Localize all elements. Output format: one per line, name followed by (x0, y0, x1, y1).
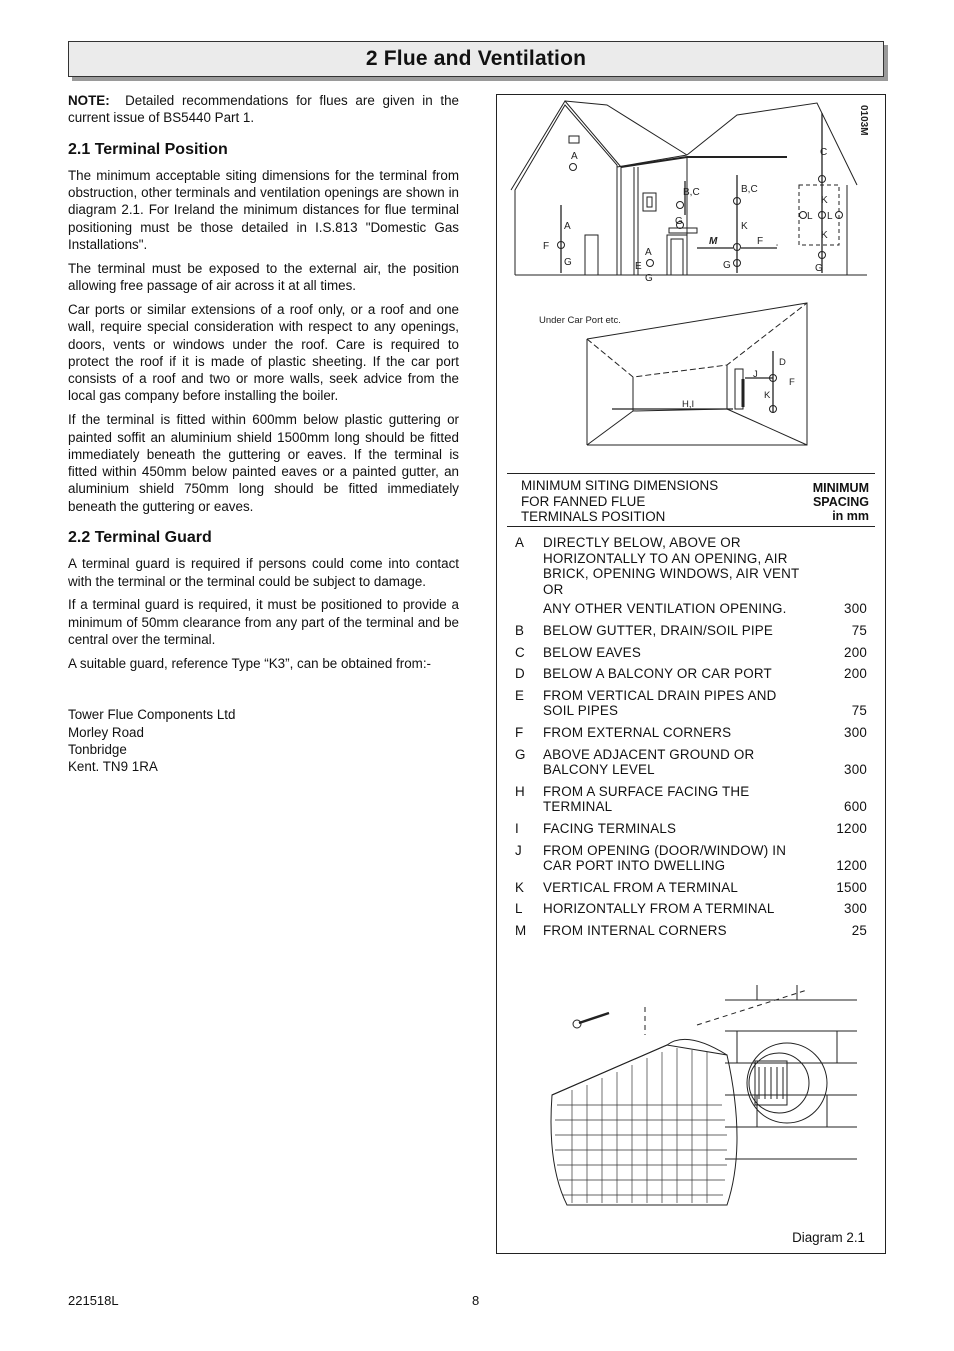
document-code: 221518L (68, 1293, 119, 1308)
row-description-line: FROM INTERNAL CORNERS (543, 922, 727, 938)
row-value: 200 (844, 666, 867, 682)
house-label: L (807, 211, 813, 222)
left-column (68, 92, 459, 776)
house-label: G (675, 216, 683, 227)
carport-labels (539, 315, 795, 410)
section-heading-terminal-position: 2.1 Terminal Position (68, 140, 228, 158)
table-row (507, 843, 867, 874)
row-value: 75 (851, 703, 867, 719)
paragraph: Car ports or similar extensions of a roof only, or a roof and one wall, require special consideration with respect to any openings, doors, vents or windows under the roof. Care is required to protect the roof if it is made of plastic sheeting. If the car port consists of a roof and two or more walls, seek advice from the local gas company before installing the boiler. (68, 301, 459, 404)
note-label: NOTE: (68, 93, 110, 108)
table-row (507, 623, 867, 639)
house-label: G (815, 263, 823, 274)
table-row (507, 688, 867, 719)
table-heading-right (779, 481, 869, 523)
row-description-line: FROM EXTERNAL CORNERS (543, 724, 732, 740)
row-value: 300 (844, 724, 867, 740)
page-title-bar (68, 41, 884, 77)
row-description-line: BALCONY LEVEL (543, 762, 655, 778)
house-label: K (821, 230, 828, 241)
row-description-line: FACING TERMINALS (543, 820, 677, 836)
row-key: I (515, 820, 519, 836)
row-key: D (515, 666, 525, 682)
house-label: K (821, 195, 828, 206)
house-label: L (827, 211, 833, 222)
section-heading-terminal-guard: 2.2 Terminal Guard (68, 529, 212, 547)
paragraph: The terminal must be exposed to the external air, the position allowing free passage of air across it at all times. (68, 260, 459, 294)
house-label: F (757, 236, 764, 247)
carport-label: H,I (682, 399, 695, 410)
siting-table-header (507, 473, 875, 527)
paragraph: If a terminal guard is required, it must be positioned to provide a minimum of 50mm clearance from any part of the terminal and be central over the terminal. (68, 597, 459, 648)
house-label: A (571, 151, 578, 162)
row-description-line: ABOVE ADJACENT GROUND OR (543, 746, 755, 762)
row-value: 1200 (836, 858, 867, 874)
row-key: A (515, 535, 525, 550)
table-row (507, 747, 867, 778)
carport-label: Under Car Port etc. (539, 315, 621, 326)
row-description-line: HORIZONTALLY FROM A TERMINAL (543, 901, 775, 917)
row-value: 25 (851, 922, 867, 938)
address-line: Morley Road (68, 724, 144, 740)
row-value: 600 (844, 799, 867, 815)
table-heading-line: FOR FANNED FLUE (521, 493, 646, 509)
row-key: C (515, 644, 525, 660)
siting-table-rows (507, 535, 867, 944)
house-label: G (645, 273, 653, 284)
diagram-ref-code: 0103M (858, 105, 869, 136)
row-description-line: BELOW EAVES (543, 644, 641, 660)
table-heading-left (521, 478, 761, 525)
diagram-caption: Diagram 2.1 (792, 1230, 865, 1245)
row-description-line: FROM A SURFACE FACING THE (543, 783, 750, 799)
paragraph: The minimum acceptable siting dimensions for the terminal from obstruction, other terminals and ventilation openings are shown in diagram 2.1. For Ireland the minimum distances for flue terminal positioning must be those detailed in I.S.813 "Domestic Gas Installations". (68, 167, 459, 253)
table-row (507, 645, 867, 661)
row-description-line: TERMINAL (543, 799, 613, 815)
house-label: M (709, 236, 718, 247)
row-description-line: VERTICAL FROM A TERMINAL (543, 879, 739, 895)
row-key: F (515, 724, 524, 740)
row-description-line: FROM VERTICAL DRAIN PIPES AND (543, 687, 777, 703)
row-key: H (515, 783, 525, 799)
diagram-panel (496, 94, 886, 1254)
paragraph: A terminal guard is required if persons could come into contact with the terminal or the terminal could be subject to damage. (68, 556, 459, 589)
row-key: G (515, 746, 526, 762)
table-heading-line: MINIMUM (812, 481, 869, 495)
carport-label: F (789, 377, 795, 388)
house-label: B,C (741, 184, 758, 195)
row-value: 1200 (836, 820, 867, 836)
house-label: B,C (683, 187, 700, 198)
table-row (507, 725, 867, 741)
row-description-line: BELOW GUTTER, DRAIN/SOIL PIPE (543, 622, 774, 638)
house-label: A (564, 221, 571, 232)
row-description-line: FROM OPENING (DOOR/WINDOW) IN (543, 842, 787, 858)
row-description-line: ANY OTHER VENTILATION OPENING. (543, 601, 787, 617)
paragraph: If the terminal is fitted within 600mm below plastic guttering or painted soffit an aluminium shield 1500mm long should be fitted immediately beneath the guttering or eaves. If the terminal is fitted within 450mm below painted eaves or a painted gutter, an aluminium shield 750mm long should be fitted immediately beneath the guttering or eaves. (68, 412, 459, 514)
house-label: G (723, 260, 731, 271)
row-key: J (515, 842, 522, 858)
supplier-address (68, 706, 459, 776)
row-value: 75 (851, 622, 867, 638)
table-heading-line: TERMINALS POSITION (521, 509, 666, 524)
address-line: Tonbridge (68, 741, 127, 757)
page-number: 8 (472, 1293, 480, 1308)
carport-label: J (753, 369, 758, 380)
row-key: E (515, 687, 525, 703)
note-text: Detailed recommendations for flues are given in the current issue of BS5440 Part 1. (68, 93, 459, 126)
house-label: K (741, 221, 748, 232)
house-label: C (820, 147, 828, 158)
row-value: 200 (844, 644, 867, 660)
paragraph: A suitable guard, reference Type “K3”, can be obtained from:- (68, 655, 431, 671)
row-description-line: BRICK, OPENING WINDOWS, AIR VENT OR (543, 566, 800, 597)
house-label: G (564, 257, 572, 268)
table-row (507, 535, 867, 617)
row-value: 300 (844, 762, 867, 778)
table-heading-line: in mm (832, 509, 869, 523)
carport-label: D (779, 357, 786, 368)
row-key: L (515, 901, 523, 917)
row-value: 300 (844, 601, 867, 617)
table-row (507, 666, 867, 682)
row-description-line: HORIZONTALLY TO AN OPENING, AIR (543, 550, 788, 566)
table-row (507, 821, 867, 837)
row-value: 1500 (836, 879, 867, 895)
address-line: Kent. TN9 1RA (68, 759, 158, 775)
page-title: 2 Flue and Ventilation (365, 47, 587, 70)
terminal-guard-illustration (551, 985, 857, 1205)
carport-label: K (764, 390, 771, 401)
table-row (507, 880, 867, 896)
row-key: K (515, 879, 525, 895)
note-paragraph (68, 92, 459, 127)
row-description-line: SOIL PIPES (543, 703, 619, 719)
house-label: E (635, 261, 642, 272)
row-description-line: DIRECTLY BELOW, ABOVE OR (543, 535, 741, 550)
address-line: Tower Flue Components Ltd (68, 707, 236, 723)
row-value: 300 (844, 901, 867, 917)
row-description-line: CAR PORT INTO DWELLING (543, 858, 726, 874)
house-labels (543, 105, 869, 284)
table-heading-line: SPACING (812, 495, 869, 509)
table-row (507, 923, 867, 939)
house-label: A (645, 247, 652, 258)
table-heading-line: MINIMUM SITING DIMENSIONS (521, 478, 719, 493)
table-row (507, 784, 867, 815)
house-label: F (543, 241, 550, 252)
row-description-line: BELOW A BALCONY OR CAR PORT (543, 666, 772, 682)
table-row (507, 901, 867, 917)
row-key: B (515, 622, 525, 638)
row-key: M (515, 922, 527, 938)
